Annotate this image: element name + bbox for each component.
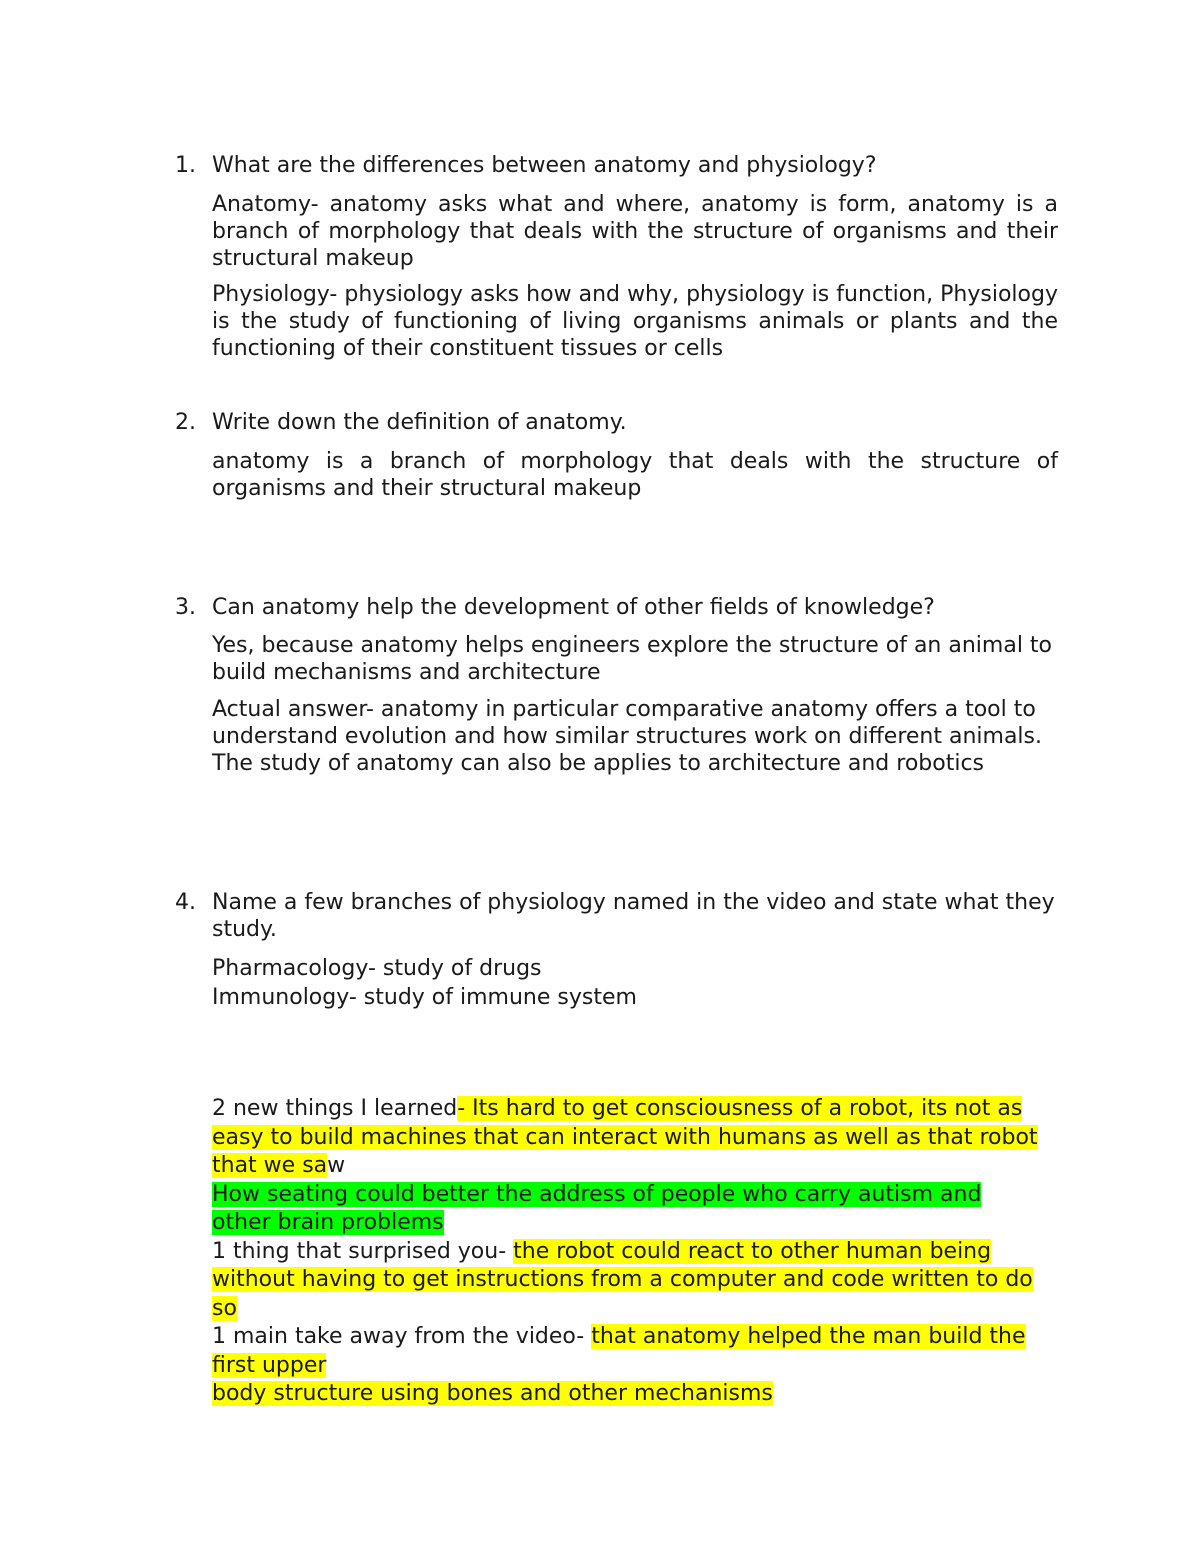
reflection-line [212, 1124, 1058, 1153]
answer-paragraph: Actual answer- anatomy in particular comparative anatomy offers a tool to understand evolution and how similar structures work on different animals. The study of anatomy can also be applies to architecture and robotics [212, 697, 1042, 776]
reflection-line [212, 1238, 1058, 1267]
highlighted-text: without having to get instructions from a computer and code written to do [212, 1267, 1033, 1292]
question-text: Write down the definition of anatomy. [212, 410, 627, 435]
answer-line: Pharmacology- study of drugs [212, 956, 542, 981]
question-text: Can anatomy help the development of other fields of knowledge? [212, 595, 935, 620]
reflection-line [212, 1352, 1058, 1381]
answer-paragraph: Anatomy- anatomy asks what and where, anatomy is form, anatomy is a branch of morphology that deals with the structure of organisms and their structural makeup [212, 192, 1058, 271]
reflection-section [212, 1095, 1058, 1409]
answer-list [212, 954, 1058, 1012]
question-number: 4. [175, 890, 196, 915]
reflection-line [212, 1152, 1058, 1181]
takeaway-label: 1 main take away from the video- [212, 1324, 592, 1349]
reflection-line [212, 1181, 1058, 1210]
highlighted-text: so [212, 1295, 237, 1321]
question-number: 3. [175, 595, 196, 620]
question-number: 2. [175, 410, 196, 435]
highlighted-text: body structure using bones and other mechanisms [212, 1381, 773, 1406]
reflection-line [212, 1209, 1058, 1238]
highlighted-text: - Its hard to get consciousness of a robot, its not as [457, 1096, 1023, 1121]
question-number: 1. [175, 153, 196, 178]
learned-label: 2 new things I learned [212, 1096, 458, 1121]
reflection-line [212, 1323, 1058, 1352]
plain-text: w [327, 1153, 346, 1178]
highlighted-text: easy to build machines that can interact with humans as well as that robot [212, 1124, 1038, 1150]
answer-paragraph: anatomy is a branch of morphology that deals with the structure of organisms and their structural makeup [212, 449, 1058, 501]
highlighted-text: that we sa [212, 1153, 328, 1178]
reflection-line [212, 1095, 1058, 1124]
highlighted-text: that anatomy helped the man build the [591, 1324, 1026, 1349]
answer-line: Immunology- study of immune system [212, 985, 637, 1010]
reflection-line [212, 1295, 1058, 1324]
highlighted-text: the robot could react to other human being [513, 1238, 992, 1264]
answer-paragraph: Physiology- physiology asks how and why, physiology is function, Physiology is the study of functioning of living organisms animals or plants and the functioning of their constituent tissues or cells [212, 282, 1058, 361]
question-text: Name a few branches of physiology named in the video and state what they study. [212, 890, 1055, 942]
reflection-line [212, 1266, 1058, 1295]
highlighted-text: other brain problems [212, 1210, 444, 1235]
highlighted-text: first upper [212, 1352, 327, 1378]
reflection-line [212, 1380, 1058, 1409]
highlighted-text: How seating could better the address of people who carry autism and [212, 1181, 982, 1207]
question-text: What are the differences between anatomy and physiology? [212, 153, 877, 178]
surprised-label: 1 thing that surprised you- [212, 1238, 514, 1264]
answer-paragraph: Yes, because anatomy helps engineers explore the structure of an animal to build mechanisms and architecture [212, 633, 1053, 685]
